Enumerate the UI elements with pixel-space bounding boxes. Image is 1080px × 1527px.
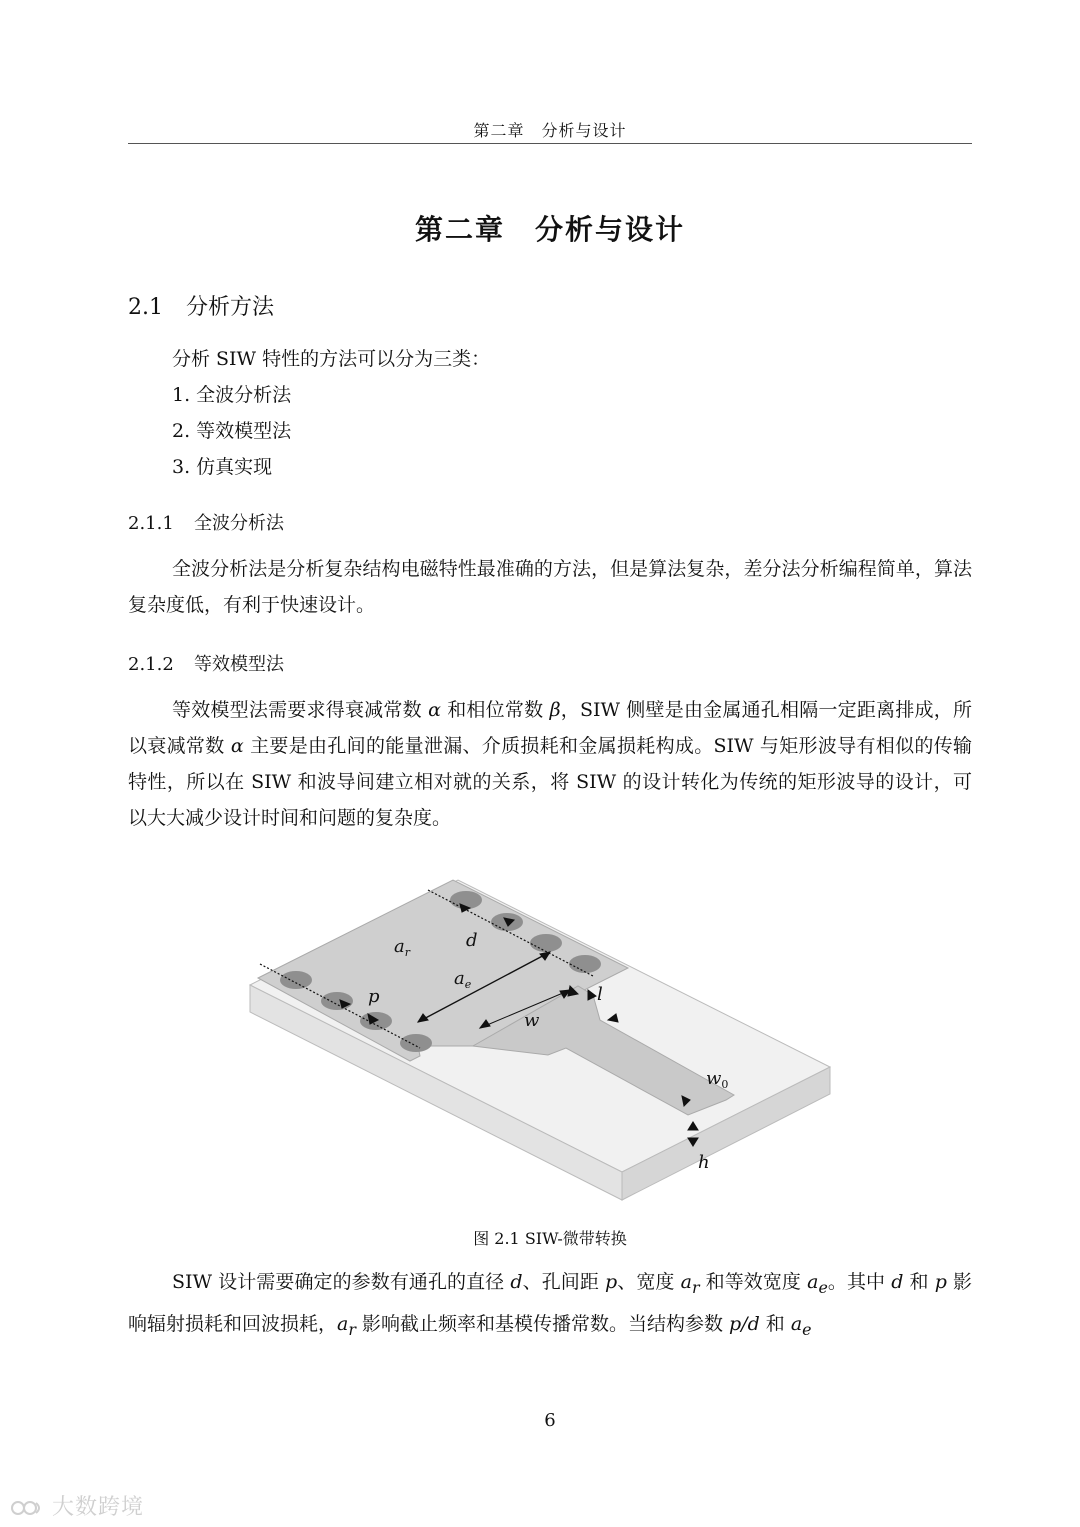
section-heading-2-1 xyxy=(128,290,274,321)
chapter-title: 第二章 分析与设计 xyxy=(414,213,685,246)
figure-caption: 图 2.1 SIW-微带转换 xyxy=(473,1229,627,1248)
label-ar: $a_r$ xyxy=(394,936,410,959)
running-header: 第二章 分析与设计 xyxy=(473,121,627,140)
symbol-p: p xyxy=(934,1271,947,1293)
label-d: d xyxy=(466,930,478,951)
text-run: ，SIW 侧壁是由金属通孔相隔一定距离排成，所以衰减常数 xyxy=(128,699,972,757)
symbol-ar: $a_r$ xyxy=(337,1312,356,1339)
paragraph-design-parameters xyxy=(128,1264,972,1348)
text-run: 主要是由孔间的能量泄漏、介质损耗和金属损耗构成。SIW 与矩形波导有相似的传输特性，所以在 SIW 和波导间建立相对就的关系，将 SIW 的设计转化为传统的矩形波导的设计，可以大大减少设计时间和问题的复杂度。 xyxy=(128,735,972,829)
text-run: SIW 设计需要确定的参数有通孔的直径 xyxy=(172,1271,511,1293)
symbol-d: d xyxy=(510,1271,523,1293)
label-p: p xyxy=(368,986,380,1007)
section-heading-2-1-1 xyxy=(128,509,284,535)
method-item: 2. 等效模型法 xyxy=(172,420,292,442)
symbol-ar: $a_r$ xyxy=(680,1271,700,1297)
text-run: 、宽度 xyxy=(617,1271,681,1293)
siw-microstrip-figure xyxy=(248,860,852,1202)
watermark-logo-icon xyxy=(10,1497,44,1519)
paragraph-text: 全波分析法是分析复杂结构电磁特性最准确的方法，但是算法复杂，差分法分析编程简单，算法复杂度低，有利于快速设计。 xyxy=(128,558,972,616)
label-w0: $w_0$ xyxy=(706,1068,729,1091)
section-heading-2-1-2 xyxy=(128,650,284,676)
text-run: 和相位常数 xyxy=(447,699,544,721)
section-title: 全波分析法 xyxy=(194,513,284,534)
header-rule xyxy=(128,143,972,144)
symbol-alpha: α xyxy=(230,735,244,757)
symbol-beta: β xyxy=(549,699,561,721)
paragraph-text xyxy=(128,1264,972,1348)
watermark-text: 大数跨境 xyxy=(52,1495,145,1520)
section-title: 分析方法 xyxy=(186,295,275,320)
paragraph-equivalent-model xyxy=(128,692,972,836)
text-run: 、孔间距 xyxy=(522,1271,606,1293)
section-number: 2.1.2 xyxy=(128,654,174,675)
text-run: 和 xyxy=(909,1271,935,1293)
symbol-p-over-d: p/d xyxy=(729,1312,760,1335)
text-run: 。其中 xyxy=(827,1271,892,1293)
symbol-d: d xyxy=(891,1271,904,1293)
label-l: l xyxy=(597,984,603,1005)
section-number: 2.1.1 xyxy=(128,513,174,534)
label-w: w xyxy=(524,1010,540,1031)
text-run: 和 xyxy=(759,1312,791,1335)
page-number: 6 xyxy=(544,1410,556,1431)
symbol-ae: $a_e$ xyxy=(790,1312,812,1339)
method-item: 3. 仿真实现 xyxy=(172,456,273,478)
text-run: 和等效宽度 xyxy=(699,1271,808,1293)
method-item: 1. 全波分析法 xyxy=(172,384,292,406)
watermark xyxy=(10,1490,144,1521)
text-run: 影响截止频率和基模传播常数。当结构参数 xyxy=(355,1312,730,1335)
text-run: 等效模型法需要求得衰减常数 xyxy=(172,699,422,721)
text-run: 影响辐射损耗和回波损耗， xyxy=(128,1271,972,1335)
paragraph-full-wave xyxy=(128,551,972,623)
label-ae: $a_e$ xyxy=(454,968,472,991)
paragraph-text xyxy=(128,692,972,836)
methods-intro: 分析 SIW 特性的方法可以分为三类： xyxy=(172,348,491,370)
section-title: 等效模型法 xyxy=(194,654,284,675)
symbol-p: p xyxy=(605,1271,618,1293)
symbol-alpha: α xyxy=(428,699,441,721)
label-h: h xyxy=(698,1152,710,1173)
section-number: 2.1 xyxy=(128,295,163,320)
symbol-ae: $a_e$ xyxy=(807,1271,828,1297)
